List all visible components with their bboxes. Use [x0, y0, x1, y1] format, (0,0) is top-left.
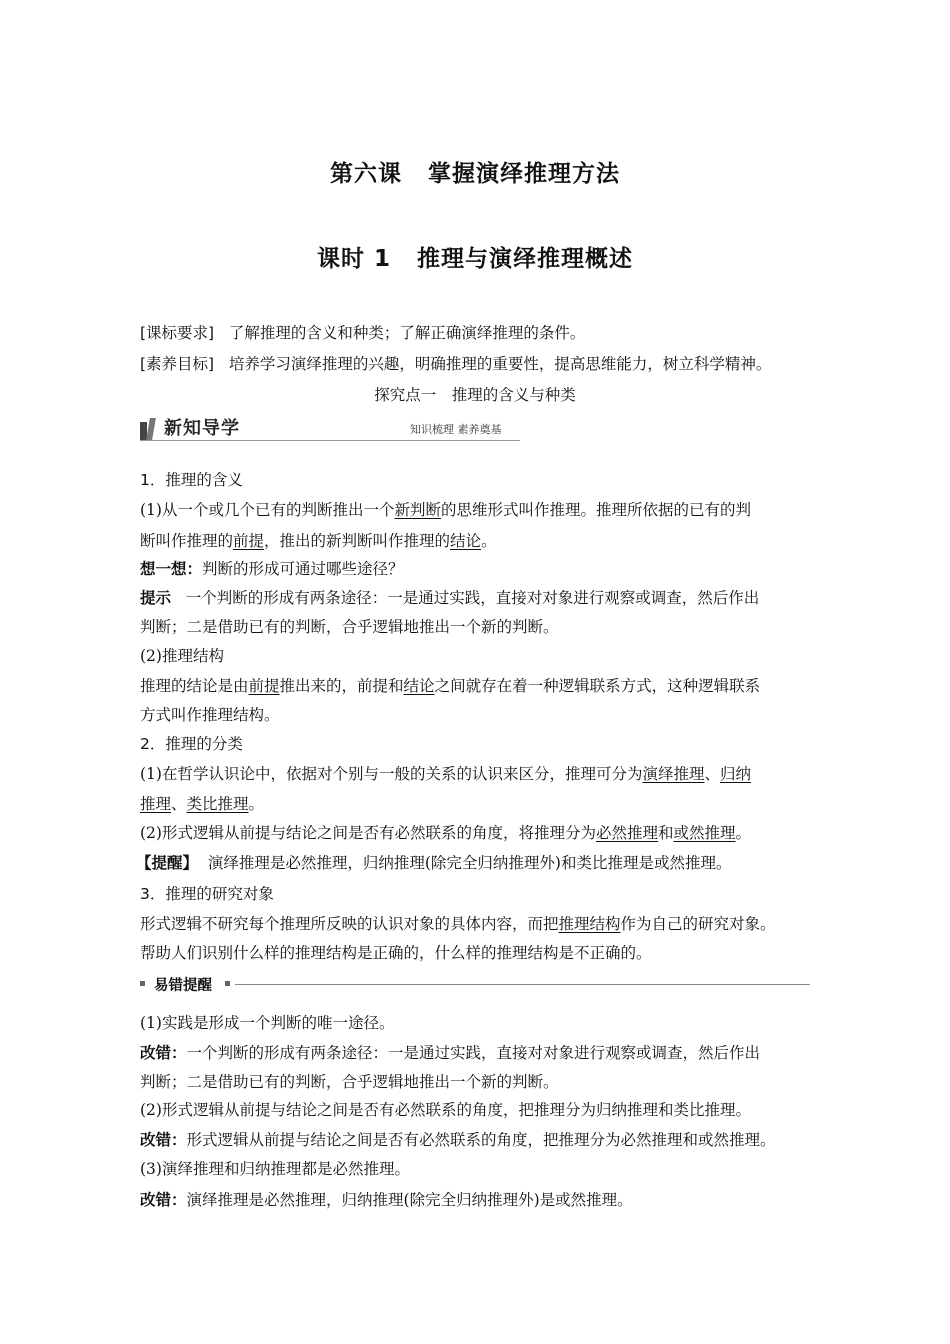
text: 推出来的，前提和 [279, 677, 404, 695]
reminder-tag: 【提醒】 [136, 854, 199, 872]
text: (1)从一个或几个已有的判断推出一个 [140, 501, 395, 519]
text: 断叫作推理的 [140, 532, 234, 550]
text: 形式逻辑不研究每个推理所反映的认识对象的具体内容，而把 [140, 915, 559, 933]
square-bullet-icon [225, 981, 230, 986]
blank-answer: 或然推理 [673, 824, 736, 842]
blank-answer: 结论 [450, 532, 482, 550]
explore-point-heading: 探究点一 推理的含义与种类 [374, 386, 576, 404]
hint-line [140, 588, 830, 608]
think-tag: 想一想： [140, 560, 203, 578]
text: 推理的结论是由 [140, 677, 249, 695]
error-statement: (2)形式逻辑从前提与结论之间是否有必然联系的角度，把推理分为归纳推理和类比推理。 [140, 1101, 751, 1119]
requirement-tag: [课标要求] [140, 324, 215, 342]
square-bullet-icon [140, 981, 145, 986]
text: 演绎推理是必然推理，归纳推理(除完全归纳推理外)和类比推理是或然推理。 [207, 854, 732, 872]
text: 的思维形式叫作推理。推理所依据的已有的判 [440, 501, 751, 519]
banner-subtitle: 知识梳理 素养奠基 [410, 423, 502, 436]
hint-line: 判断；二是借助已有的判断，合乎逻辑地推出一个新的判断。 [140, 618, 559, 636]
text: 之间就存在着一种逻辑联系方式，这种逻辑联系 [434, 677, 761, 695]
error-reminder-divider [140, 974, 810, 994]
text: (2)形式逻辑从前提与结论之间是否有必然联系的角度，将推理分为 [140, 824, 596, 842]
period-number: 课时 1 [316, 246, 391, 272]
goal-text: 培养学习演绎推理的兴趣，明确推理的重要性，提高思维能力，树立科学精神。 [228, 355, 772, 373]
section-heading: 1．推理的含义 [140, 471, 243, 489]
error-statement: (3)演绎推理和归纳推理都是必然推理。 [140, 1160, 410, 1178]
text: 。 [481, 532, 497, 550]
hint-tag: 提示 [140, 589, 172, 607]
blank-answer: 推理 [140, 795, 172, 813]
blank-answer: 归纳 [720, 765, 752, 783]
section-heading: 3．推理的研究对象 [140, 885, 274, 903]
correction-tag: 改错： [140, 1044, 187, 1062]
text: 判断的形成可通过哪些途径？ [202, 560, 404, 578]
goal-tag: [素养目标] [140, 355, 215, 373]
text: 。 [735, 824, 752, 842]
blank-answer: 结论 [403, 677, 435, 695]
blank-answer: 必然推理 [595, 824, 658, 842]
text: 和 [657, 824, 674, 842]
banner-mark-icon [146, 418, 156, 440]
correction-line: 判断；二是借助已有的判断，合乎逻辑地推出一个新的判断。 [140, 1073, 559, 1091]
blank-answer: 前提 [248, 677, 280, 695]
blank-answer: 新判断 [394, 501, 441, 519]
paragraph-line [140, 531, 830, 551]
curriculum-requirement [140, 323, 830, 343]
lesson-number: 第六课 [330, 161, 402, 187]
blank-answer: 推理结构 [558, 915, 621, 933]
banner-rule [140, 440, 520, 441]
think-question [140, 559, 830, 579]
paragraph-line [140, 914, 830, 934]
paragraph-line [140, 764, 830, 784]
correction-line [140, 1190, 830, 1210]
lesson-title [0, 155, 950, 188]
paragraph-line [140, 794, 830, 814]
divider-rule [235, 984, 810, 985]
paragraph-line [140, 823, 830, 843]
blank-answer: 演绎推理 [642, 765, 705, 783]
text: (1)在哲学认识论中，依据对个别与一般的关系的认识来区分，推理可分为 [140, 765, 643, 783]
text: 演绎推理是必然推理，归纳推理(除完全归纳推理外)是或然推理。 [186, 1191, 633, 1209]
text: 作为自己的研究对象。 [620, 915, 776, 933]
error-statement: (1)实践是形成一个判断的唯一途径。 [140, 1014, 395, 1032]
blank-answer: 类比推理 [186, 795, 249, 813]
paragraph-line [140, 676, 830, 696]
period-topic: 推理与演绎推理概述 [417, 246, 633, 272]
paragraph-line: 方式叫作推理结构。 [140, 706, 280, 724]
correction-tag: 改错： [140, 1131, 187, 1149]
requirement-text: 了解推理的含义和种类；了解正确演绎推理的条件。 [228, 324, 586, 342]
paragraph-line [140, 500, 830, 520]
section-heading: 2．推理的分类 [140, 735, 243, 753]
literacy-goal [140, 354, 830, 374]
text: 形式逻辑从前提与结论之间是否有必然联系的角度，把推理分为必然推理和或然推理。 [186, 1131, 776, 1149]
section-banner [140, 412, 520, 442]
text: 。 [248, 795, 265, 813]
blank-answer: 前提 [233, 532, 265, 550]
period-title [0, 240, 950, 273]
text: 一个判断的形成有两条途径：一是通过实践，直接对对象进行观察或调查，然后作出 [186, 1044, 761, 1062]
text: 、 [171, 795, 187, 813]
text: ，推出的新判断叫作推理的 [264, 532, 451, 550]
error-reminder-label: 易错提醒 [154, 978, 212, 994]
banner-label: 新知导学 [164, 418, 240, 439]
subheading: (2)推理结构 [140, 647, 224, 665]
lesson-topic: 掌握演绎推理方法 [428, 161, 620, 187]
reminder-line [136, 853, 826, 873]
text: 一个判断的形成有两条途径：一是通过实践，直接对对象进行观察或调查，然后作出 [185, 589, 760, 607]
text: 、 [704, 765, 720, 783]
correction-line [140, 1043, 830, 1063]
correction-tag: 改错： [140, 1191, 187, 1209]
correction-line [140, 1130, 830, 1150]
paragraph-line: 帮助人们识别什么样的推理结构是正确的，什么样的推理结构是不正确的。 [140, 944, 652, 962]
